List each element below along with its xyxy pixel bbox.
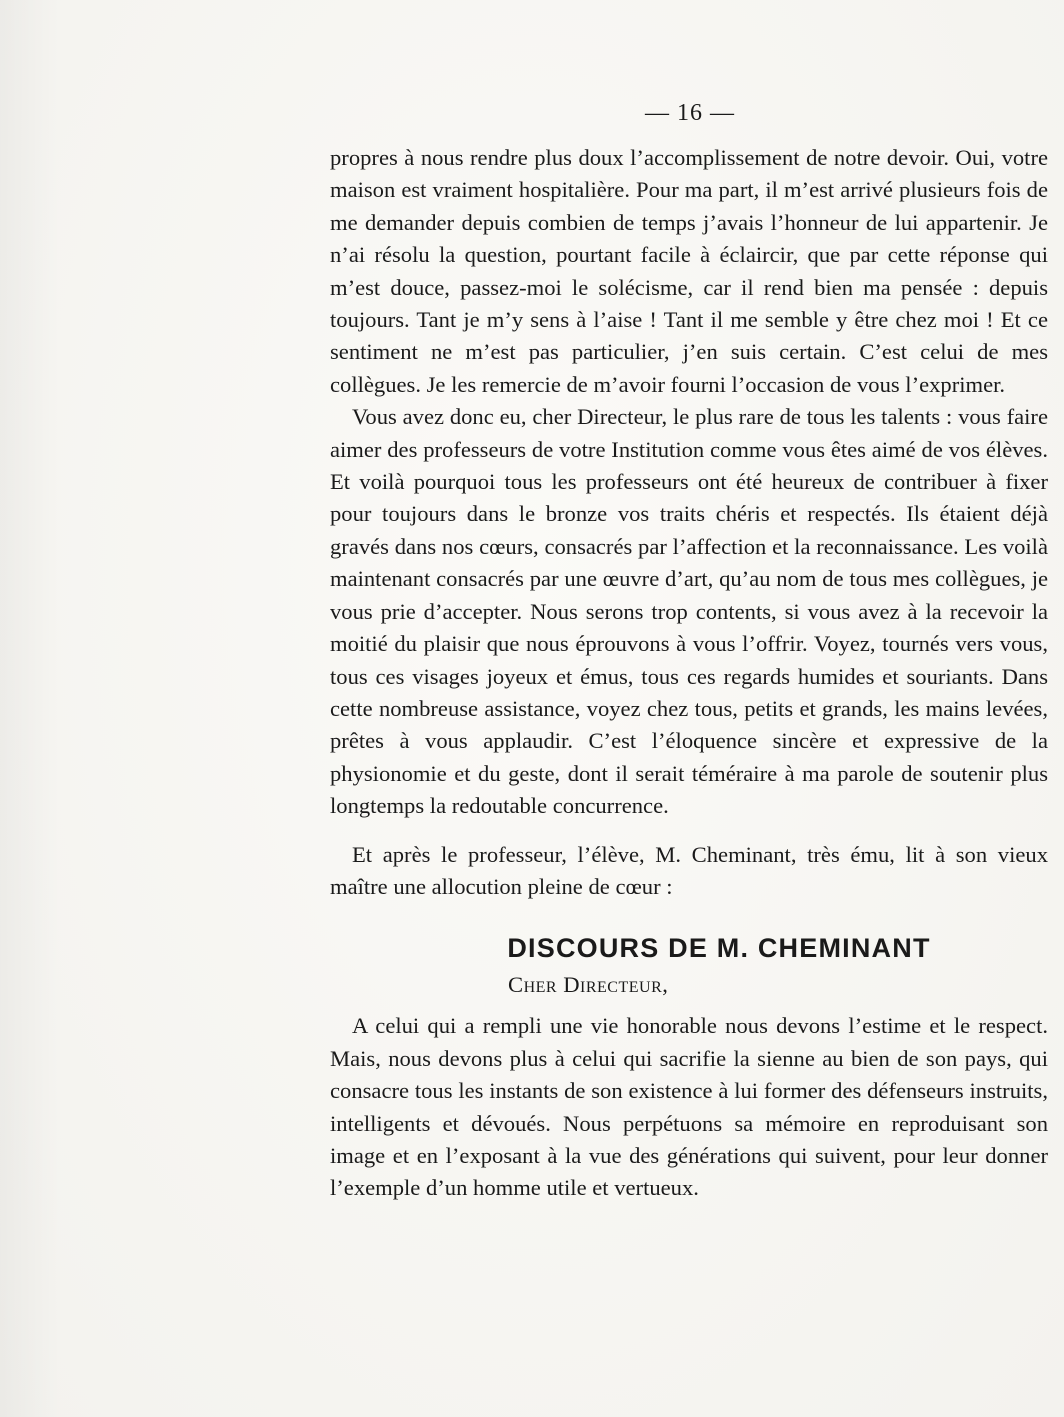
section-heading: DISCOURS DE M. CHEMINANT — [507, 933, 931, 964]
paragraph-cher-directeur: Vous avez donc eu, cher Directeur, le plus rare de tous les talents : vous faire aimer des professeurs de votre Institution comme vous êtes aimé de vos élèves. Et voilà pourquoi tous les professeurs ont été heureux de contribuer à fixer pour toujours dans le bronze vos traits chéris et respectés. Ils étaient déjà gravés dans nos cœurs, consacrés par l’affection et la reconnaissance. Les voilà maintenant consacrés par une œuvre d’art, qu’au nom de tous mes collègues, je vous prie d’accepter. Nous serons trop contents, si vous avez à la recevoir la moitié du plaisir que nous éprouvons à vous l’offrir. Voyez, tournés vers vous, tous ces visages joyeux et émus, tous ces regards humides et souriants. Dans cette nombreuse assistance, voyez chez tous, petits et grands, les mains levées, prêtes à vous applaudir. C’est l’éloquence sincère et expressive de la physionomie et du geste, dont il serait téméraire à ma parole de soutenir plus longtemps la redoutable concurrence. — [330, 404, 1048, 819]
paragraph-continuation: propres à nous rendre plus doux l’accomplissement de notre devoir. Oui, votre maison est vraiment hospitalière. Pour ma part, il m’est arrivé plusieurs fois de me demander depuis combien de temps j’avais l’honneur de lui appartenir. Je n’ai résolu la question, pourtant facile à éclaircir, que par cette réponse qui m’est douce, passez-moi le solécisme, car il rend bien ma pensée : depuis toujours. Tant je m’y sens à l’aise ! Tant il me semble y être chez moi ! Et ce sentiment ne m’est pas particulier, j’en suis certain. C’est celui de mes collègues. Je les remercie de m’avoir fourni l’occasion de vous l’exprimer. — [330, 145, 1048, 397]
paragraph-speech-opening: A celui qui a rempli une vie honorable nous devons l’estime et le respect. Mais, nous devons plus à celui qui sacrifie la sienne au bien de son pays, qui consacre tous les instants de son existence à lui former des défenseurs instruits, intelligents et dévoués. Nous perpétuons sa mémoire en reproduisant son image et en l’exposant à la vue des générations qui suivent, pour leur donner l’exemple d’un homme utile et vertueux. — [330, 1013, 1048, 1201]
page-number: — 16 — — [645, 100, 735, 126]
paragraph-transition: Et après le professeur, l’élève, M. Cheminant, très ému, lit à son vieux maître une allocution pleine de cœur : — [330, 841, 1048, 899]
text-column — [330, 142, 1048, 1205]
salutation: Cher Directeur, — [508, 972, 669, 998]
